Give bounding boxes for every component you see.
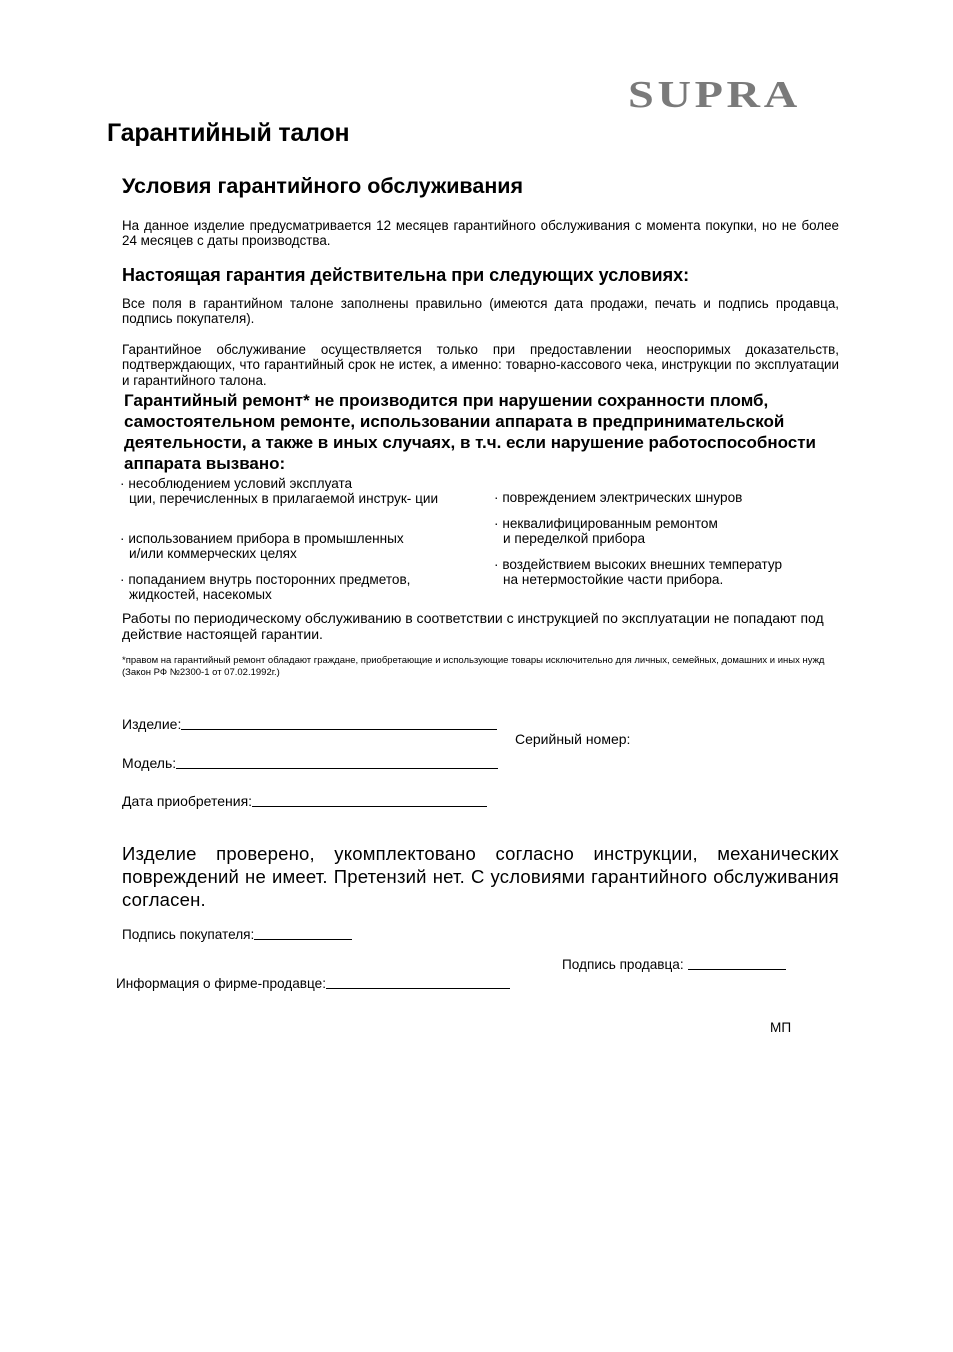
conditions-heading: Условия гарантийного обслуживания	[122, 174, 524, 198]
list-item: · повреждением электрических шнуров	[494, 490, 743, 505]
serial-label: Серийный номер:	[515, 731, 631, 747]
intro-text: На данное изделие предусматривается 12 месяцев гарантийного обслуживания с момента покупки, но не более 24 месяцев с даты производства.	[122, 218, 839, 249]
seller-info[interactable]	[116, 976, 510, 991]
list-item: · использованием прибора в промышленных и/или коммерческих целях	[120, 531, 404, 561]
bullet: ·	[120, 531, 125, 546]
bullet: ·	[494, 557, 499, 572]
seller-signature-label: Подпись продавца:	[562, 957, 684, 972]
purchase-date-field[interactable]	[122, 793, 487, 809]
buyer-signature-label: Подпись покупателя:	[122, 927, 255, 942]
model-field[interactable]	[122, 755, 498, 771]
list-item: · неквалифицированным ремонтом и переделкой прибора	[494, 516, 718, 546]
serial-field[interactable]	[515, 731, 630, 747]
page-title: Гарантийный талон	[107, 119, 350, 147]
exclusion-heading: Гарантийный ремонт* не производится при нарушении сохранности пломб, самостоятельном ремонте, использовании аппарата в предпринимательской деятельности, а также в иных случаях, в т.ч. если нарушение работоспособности аппарата вызвано:	[124, 391, 816, 473]
list-item: · несоблюдением условий эксплуата ции, перечисленных в прилагаемой инструк- ции	[120, 476, 439, 506]
purchase-date-label: Дата приобретения:	[122, 793, 253, 809]
valid-heading: Настоящая гарантия действительна при следующих условиях:	[122, 265, 690, 285]
supra-logo: SUPRA	[628, 74, 801, 116]
product-field[interactable]	[122, 716, 497, 732]
condition-2: Гарантийное обслуживание осуществляется только при предоставлении неоспоримых доказательств, подтверждающих, что гарантийный срок не истек, а именно: товарно-кассового чека, инструкции по эксплуатации и гарантийного талона.	[122, 342, 839, 388]
list-item: · попаданием внутрь посторонних предметов, жидкостей, насекомых	[120, 572, 411, 602]
product-line[interactable]	[181, 729, 497, 730]
bullet: ·	[120, 572, 125, 587]
bullet: ·	[494, 516, 499, 531]
purchase-date-line[interactable]	[252, 806, 487, 807]
seller-signature-line[interactable]	[688, 969, 786, 970]
footnote: *правом на гарантийный ремонт обладают граждане, приобретающие и использующие товары исключительно для личных, семейных, домашних и иных нужд (Закон РФ №2300-1 от 07.02.1992г.)	[122, 655, 825, 678]
seller-signature[interactable]	[562, 957, 786, 972]
seller-info-line[interactable]	[326, 988, 510, 989]
maintenance-note: Работы по периодическому обслуживанию в соответствии с инструкцией по эксплуатации не попадают под действие настоящей гарантии.	[122, 610, 824, 642]
seller-info-label: Информация о фирме-продавце:	[116, 976, 326, 991]
model-line[interactable]	[176, 768, 498, 769]
stamp-place: МП	[770, 1020, 792, 1035]
bullet: ·	[120, 476, 125, 491]
product-label: Изделие:	[122, 716, 182, 732]
buyer-signature-line[interactable]	[254, 939, 352, 940]
condition-1: Все поля в гарантийном талоне заполнены правильно (имеются дата продажи, печать и подпись продавца, подпись покупателя).	[122, 296, 839, 327]
list-item: · воздействием высоких внешних температур на нетермостойкие части прибора.	[494, 557, 783, 587]
buyer-signature[interactable]	[122, 927, 352, 942]
bullet: ·	[494, 490, 499, 505]
customer-statement: Изделие проверено, укомплектовано согласно инструкции, механических повреждений не имеет. Претензий нет. С условиями гарантийного обслуживания согласен.	[122, 843, 839, 910]
model-label: Модель:	[122, 755, 177, 771]
